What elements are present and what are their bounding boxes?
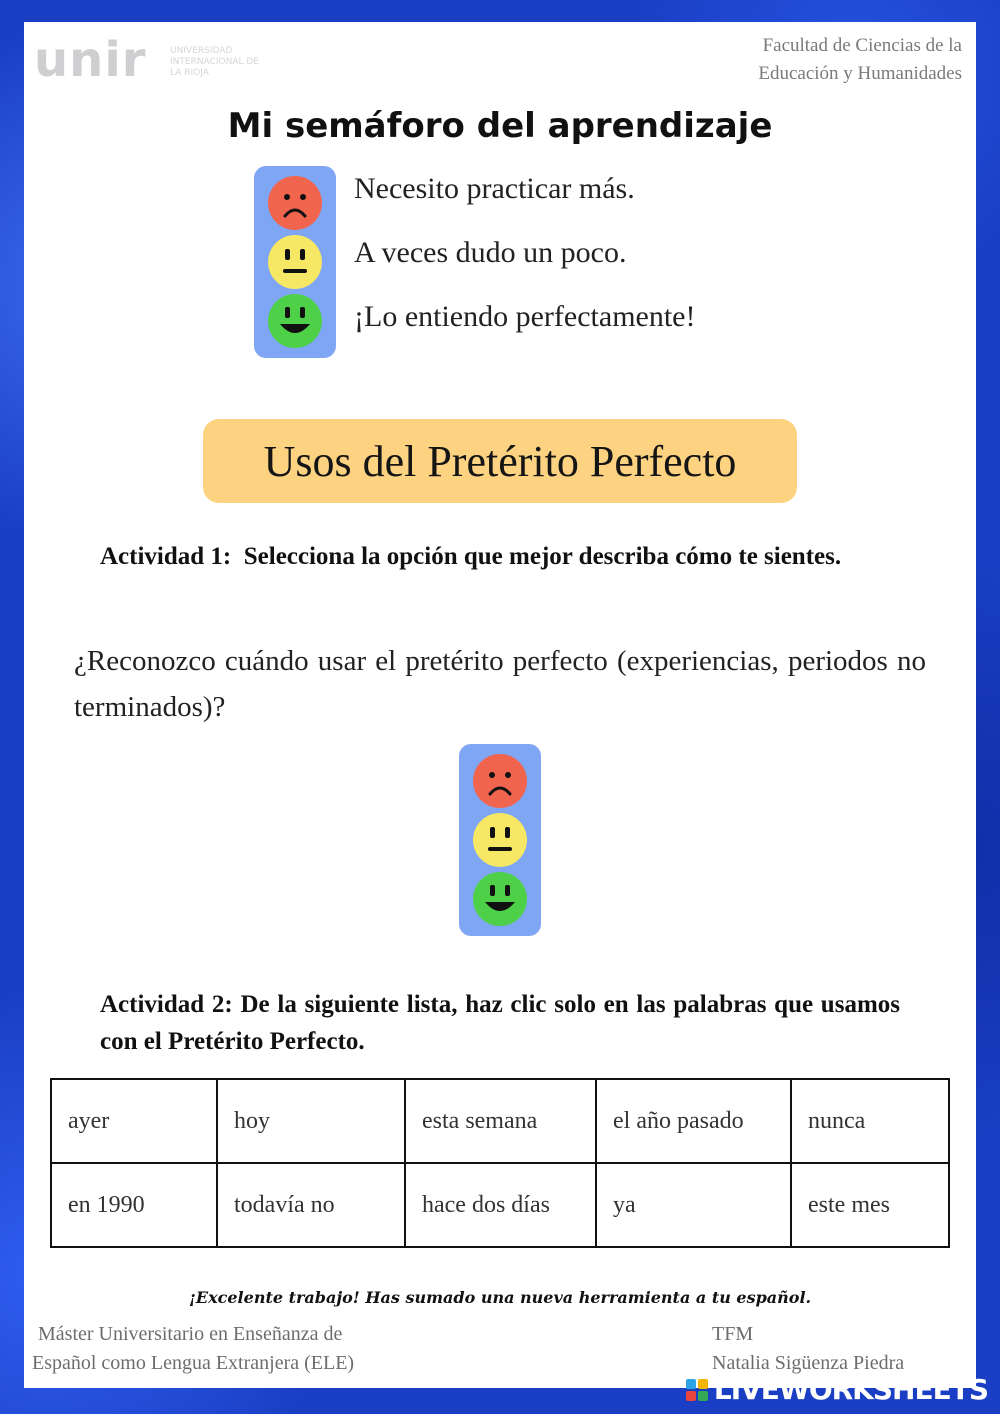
word-cell[interactable]: este mes [791, 1163, 949, 1247]
neutral-face-icon [268, 235, 322, 289]
sad-face-option[interactable] [473, 754, 527, 808]
happy-face-icon [268, 294, 322, 348]
activity-1-text: Selecciona la opción que mejor describa cómo te sientes. [243, 543, 842, 570]
activity-1-title: Actividad 1: [100, 543, 232, 570]
word-cell[interactable]: ayer [51, 1079, 217, 1163]
word-cell[interactable]: nunca [791, 1079, 949, 1163]
legend-traffic-light [254, 166, 336, 358]
happy-face-option[interactable] [473, 872, 527, 926]
word-cell[interactable]: esta semana [405, 1079, 596, 1163]
legend-label-red: Necesito practicar más. [354, 172, 635, 205]
footer-program-line-2: Español como Lengua Extranjera (ELE) [32, 1352, 355, 1374]
neutral-face-option[interactable] [473, 813, 527, 867]
footer-author-name: Natalia Sigüenza Piedra [712, 1352, 905, 1374]
table-row [51, 1163, 949, 1247]
activity-2-instructions: Actividad 2: De la siguiente lista, haz clic solo en las palabras que usamos con el Pretérito Perfecto. [100, 991, 900, 1055]
word-selection-table [50, 1078, 950, 1248]
footer-program [32, 1320, 354, 1378]
word-cell[interactable]: todavía no [217, 1163, 405, 1247]
activity-1-question: ¿Reconozco cuándo usar el pretérito perfecto (experiencias, periodos no terminados)? [74, 645, 926, 723]
answer-traffic-light [459, 744, 541, 936]
logo-word: unir [34, 32, 147, 88]
legend-label-yellow: A veces dudo un poco. [354, 236, 627, 269]
word-cell[interactable]: hoy [217, 1079, 405, 1163]
word-cell[interactable]: ya [596, 1163, 791, 1247]
activity-1-instructions [100, 538, 900, 575]
closing-message: ¡Excelente trabajo! Has sumado una nueva herramienta a tu español. [188, 1288, 812, 1307]
section-title: Usos del Pretérito Perfecto [203, 419, 797, 503]
page-title: Mi semáforo del aprendizaje [227, 106, 773, 146]
legend-label-green: ¡Lo entiendo perfectamente! [354, 300, 696, 333]
liveworksheets-logo-icon [686, 1379, 708, 1401]
faculty-line-2: Educación y Humanidades [758, 63, 962, 84]
word-cell[interactable]: en 1990 [51, 1163, 217, 1247]
liveworksheets-watermark [686, 1373, 988, 1406]
word-cell[interactable]: el año pasado [596, 1079, 791, 1163]
footer-tfm: TFM [712, 1323, 754, 1345]
sad-face-icon [268, 176, 322, 230]
faculty-header [758, 32, 962, 88]
worksheet-page [24, 22, 976, 1388]
word-cell[interactable]: hace dos días [405, 1163, 596, 1247]
footer-program-line-1: Máster Universitario en Enseñanza de [38, 1323, 343, 1345]
watermark-text: LIVEWORKSHEETS [713, 1373, 988, 1406]
table-row [51, 1079, 949, 1163]
unir-logo [34, 32, 274, 92]
footer-author [712, 1320, 904, 1378]
faculty-line-1: Facultad de Ciencias de la [762, 35, 962, 56]
logo-subtitle: UNIVERSIDAD INTERNACIONAL DE LA RIOJA [170, 46, 259, 78]
